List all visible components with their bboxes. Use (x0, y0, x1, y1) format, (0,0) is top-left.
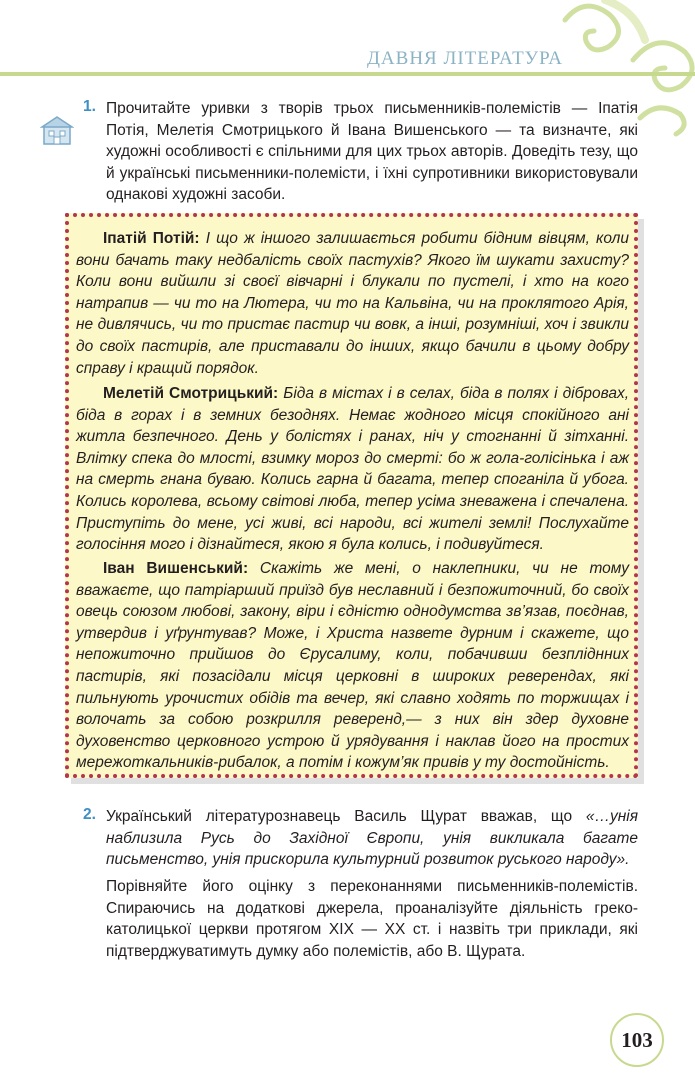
quote-author: Іпатій Потій: (103, 230, 200, 247)
task-2-intro (106, 806, 638, 871)
task-number-2: 2. (83, 806, 96, 823)
header-rule (0, 72, 695, 76)
page-number: 103 (610, 1013, 664, 1067)
quote-smotrytskyi (76, 383, 629, 556)
task-2-citation: «…унія наблизила Русь до Західної Європи, унія викликала багате письменство, унія прискорила культурний розвиток руського народу». (106, 808, 638, 869)
quote-text: Біда в містах і в селах, біда в полях і дібровах, біда в горах і в земних безоднях. Немає жодного місця спокійного ані житла безпечного. День у болістях і ранах, ніч у стогнанні й зітханні. Влітку спека до млості, взимку мороз до смерті: бо ж гола-голісінька і аж на смерть гнана буваю. Колись гарна й багата, тепер споганіла й убога. Колись королева, всьому світові люба, тепер усіма зневажена і спечалена. Приступіть до мене, усі живі, всі народи, всі жителі землі! Послухайте голосіння мого і дізнайтеся, якою я була колись, і подивуйтеся. (76, 385, 630, 554)
section-title: ДАВНЯ ЛІТЕРАТУРА (366, 48, 563, 69)
task-1-text: Прочитайте уривки з творів трьох письменників-полемістів — Іпатія Потія, Мелетія Смотрицького й Івана Вишенського — та визначте, які художні особливості є спільними для цих трьох авторів. Доведіть тезу, що й українські письменники-полемісти, і їхні супротивники використовували однакові художні засоби. (106, 100, 638, 204)
task-number-1: 1. (83, 98, 96, 115)
quote-text: Скажіть же мені, о наклепники, чи не тому вважаєте, що патріарший приїзд був неславний і безпожиточний, бо своїх овець союзом любові, закону, віри і єдністю однодумства зв’язав, поєднав, утвердив і уґрунтував? Може, і Христа назвете дурним і скажете, що непожиточно прийшов до Єрусалиму, коли, побачивши безпліднних пастирів, які позасідали місця церковні в широких реверендах, які пильнують урочистих обідів та вечер, які славно ходять по торжищах і волочать за собою розкрилля реверенд,— з них він здер духовне духовенство церковного устрою й урядування і наклав його на простих мережоткальників-рибалок, а потім і кожум’як привів у ту достойність. (76, 560, 629, 772)
quote-potii (76, 228, 629, 379)
quote-vyshenskyi (76, 558, 629, 774)
quote-text: І що ж іншого залишається робити бідним вівцям, коли вони бачать таку недбалість своїх пастухів? Якого їм шукати захисту? Коли вони вийшли зі своєї вівчарні і блукали по пустелі, і хто на кого натрапив — чи то на Лютера, чи то на Кальвіна, чи на проклятого Арія, не дивлячись, чи то пристає пастир чи вовк, а інші, розумніші, хоч і звикли до своїх пастирів, але приставали до інших, якщо бачили в цьому добру справу і кращий порядок. (76, 230, 629, 377)
building-icon (40, 114, 74, 148)
task-2-intro-text: Український літературознавець Василь Щурат вважав, що (106, 808, 573, 825)
task-2-text: Порівняйте його оцінку з переконаннями письменників-полемістів. Спираючись на додаткові джерела, проаналізуйте діяльність греко-католицької церкви протягом XIX — XX ст. і назвіть три приклади, які підтверджуватимуть думку або полемістів, або В. Щурата. (106, 878, 638, 960)
quote-author: Іван Вишенський: (103, 560, 249, 577)
quote-author: Мелетій Смотрицький: (103, 385, 279, 402)
